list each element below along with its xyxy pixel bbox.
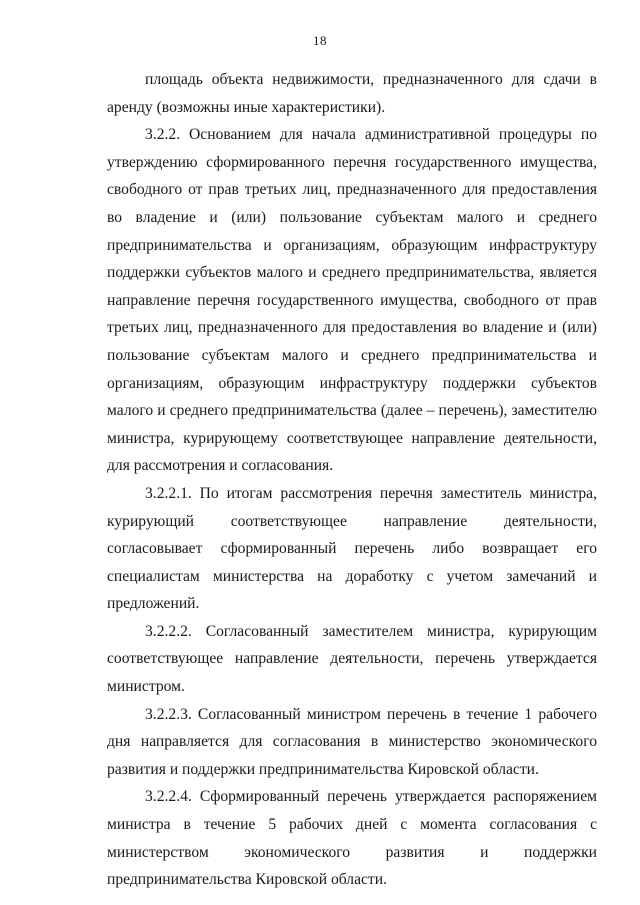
paragraph-3-2-2: 3.2.2. Основанием для начала административной процедуры по утверждению сформированного перечня государственного имущества, свободного от прав третьих лиц, предназначенного для предоставления во владение и (или) пользование субъектам малого и среднего предпринимательства и организациям, образующим инфраструктуру поддержки субъектов малого и среднего предпринимательства, является направление перечня государственного имущества, свободного от прав третьих лиц, предназначенного для предоставления во владение и (или) пользование субъектам малого и среднего предпринимательства и организациям, образующим инфраструктуру поддержки субъектов малого и среднего предпринимательства (далее – перечень), заместителю министра, курирующему соответствующее направление деятельности, для рассмотрения и согласования. (107, 126, 597, 475)
paragraph-3-2-2-4: 3.2.2.4. Сформированный перечень утверждается распоряжением министра в течение 5 рабочих дней с момента согласования с министерством экономического развития и поддержки предпринимательства Кировской области. (107, 788, 597, 889)
paragraph-continuation: площадь объекта недвижимости, предназначенного для сдачи в аренду (возможны иные характеристики). (107, 71, 597, 116)
page-number: 18 (313, 33, 327, 48)
document-body (107, 66, 597, 894)
paragraph-3-2-2-1: 3.2.2.1. По итогам рассмотрения перечня заместитель министра, курирующий соответствующее направление деятельности, согласовывает сформированный перечень либо возвращает его специалистам министерства на доработку с учетом замечаний и предложений. (107, 484, 597, 613)
paragraph-3-2-2-2: 3.2.2.2. Согласованный заместителем министра, курирующим соответствующее направление деятельности, перечень утверждается министром. (107, 622, 597, 696)
paragraph-3-2-2-3: 3.2.2.3. Согласованный министром перечень в течение 1 рабочего дня направляется для согласования в министерство экономического развития и поддержки предпринимательства Кировской области. (107, 705, 597, 778)
